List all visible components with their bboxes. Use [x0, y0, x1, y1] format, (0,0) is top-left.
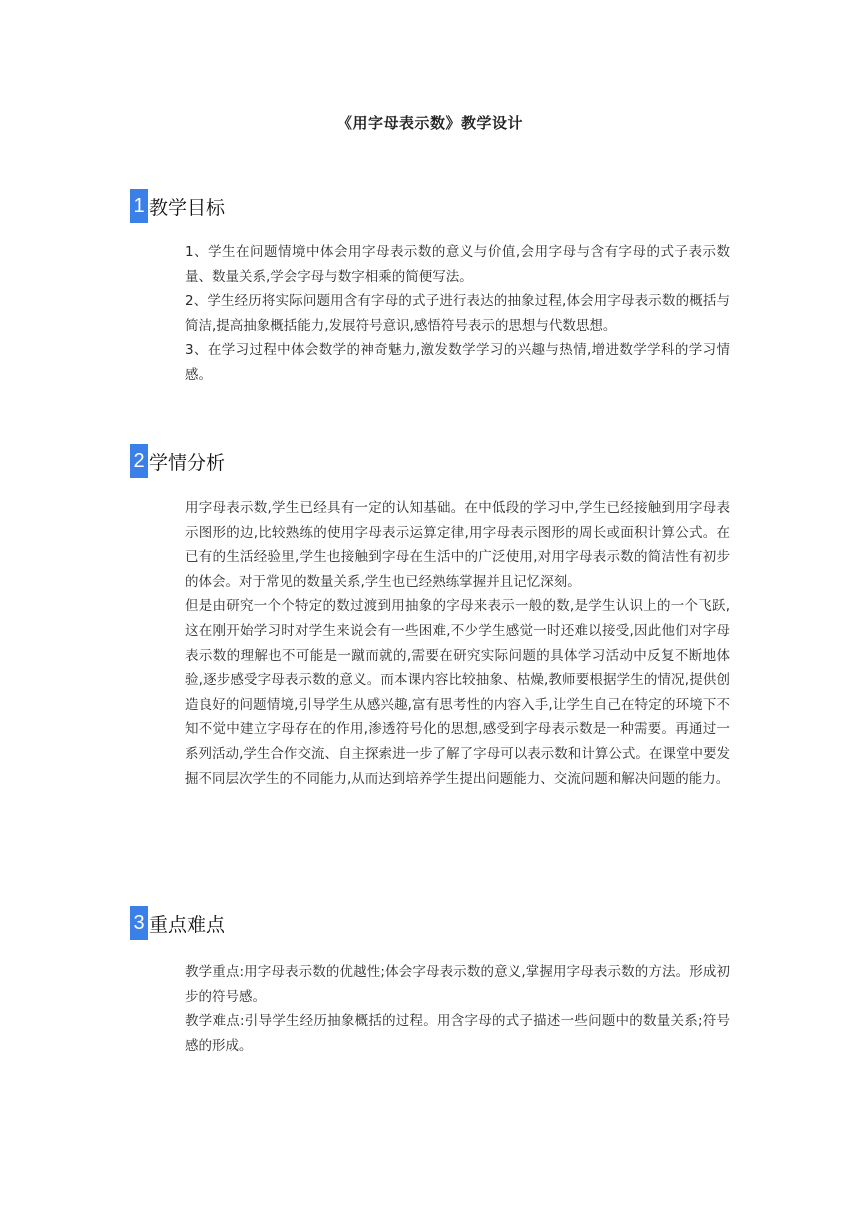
section-heading-objectives: [130, 189, 225, 223]
section-body-analysis: [185, 496, 730, 791]
section-body-key-points: [185, 960, 730, 1058]
section-heading-key-points: [130, 906, 225, 940]
paragraph: 但是由研究一个个特定的数过渡到用抽象的字母来表示一般的数,是学生认识上的一个飞跃,这在刚开始学习时对学生来说会有一些困难,不少学生感觉一时还难以接受,因此他们对字母表示数的理解也不可能是一蹴而就的,需要在研究实际问题的具体学习活动中反复不断地体验,逐步感受字母表示数的意义。而本课内容比较抽象、枯燥,教师要根据学生的情况,提供创造良好的问题情境,引导学生从感兴趣,富有思考性的内容入手,让学生自己在特定的环境下不知不觉中建立字母存在的作用,渗透符号化的思想,感受到字母表示数是一种需要。再通过一系列活动,学生合作交流、自主探索进一步了解了字母可以表示数和计算公式。在课堂中要发掘不同层次学生的不同能力,从而达到培养学生提出问题能力、交流问题和解决问题的能力。: [185, 598, 730, 787]
paragraph: 1、学生在问题情境中体会用字母表示数的意义与价值,会用字母与含有字母的式子表示数量、数量关系,学会字母与数字相乘的简便写法。: [185, 244, 730, 285]
paragraph: 教学重点:用字母表示数的优越性;体会字母表示数的意义,掌握用字母表示数的方法。形成初步的符号感。: [185, 964, 730, 1005]
section-title: 学情分析: [149, 451, 226, 474]
paragraph: 用字母表示数,学生已经具有一定的认知基础。在中低段的学习中,学生已经接触到用字母表示图形的边,比较熟练的使用字母表示运算定律,用字母表示图形的周长或面积计算公式。在已有的生活经验里,学生也接触到字母在生活中的广泛使用,对用字母表示数的简洁性有初步的体会。对于常见的数量关系,学生也已经熟练掌握并且记忆深刻。: [185, 500, 730, 590]
section-heading-analysis: [130, 444, 225, 478]
section-number-badge: 1: [130, 189, 148, 223]
section-title: 重点难点: [149, 913, 226, 936]
section-number-badge: 3: [130, 906, 148, 940]
section-number-badge: 2: [130, 444, 148, 478]
paragraph: 2、学生经历将实际问题用含有字母的式子进行表达的抽象过程,体会用字母表示数的概括与简洁,提高抽象概括能力,发展符号意识,感悟符号表示的思想与代数思想。: [185, 293, 730, 334]
section-title: 教学目标: [149, 196, 226, 219]
section-body-objectives: [185, 240, 730, 388]
document-title: 《用字母表示数》教学设计: [336, 114, 523, 132]
paragraph: 教学难点:引导学生经历抽象概括的过程。用含字母的式子描述一些问题中的数量关系;符号感的形成。: [185, 1013, 730, 1054]
paragraph: 3、在学习过程中体会数学的神奇魅力,激发数学学习的兴趣与热情,增进数学学科的学习情感。: [185, 342, 730, 383]
